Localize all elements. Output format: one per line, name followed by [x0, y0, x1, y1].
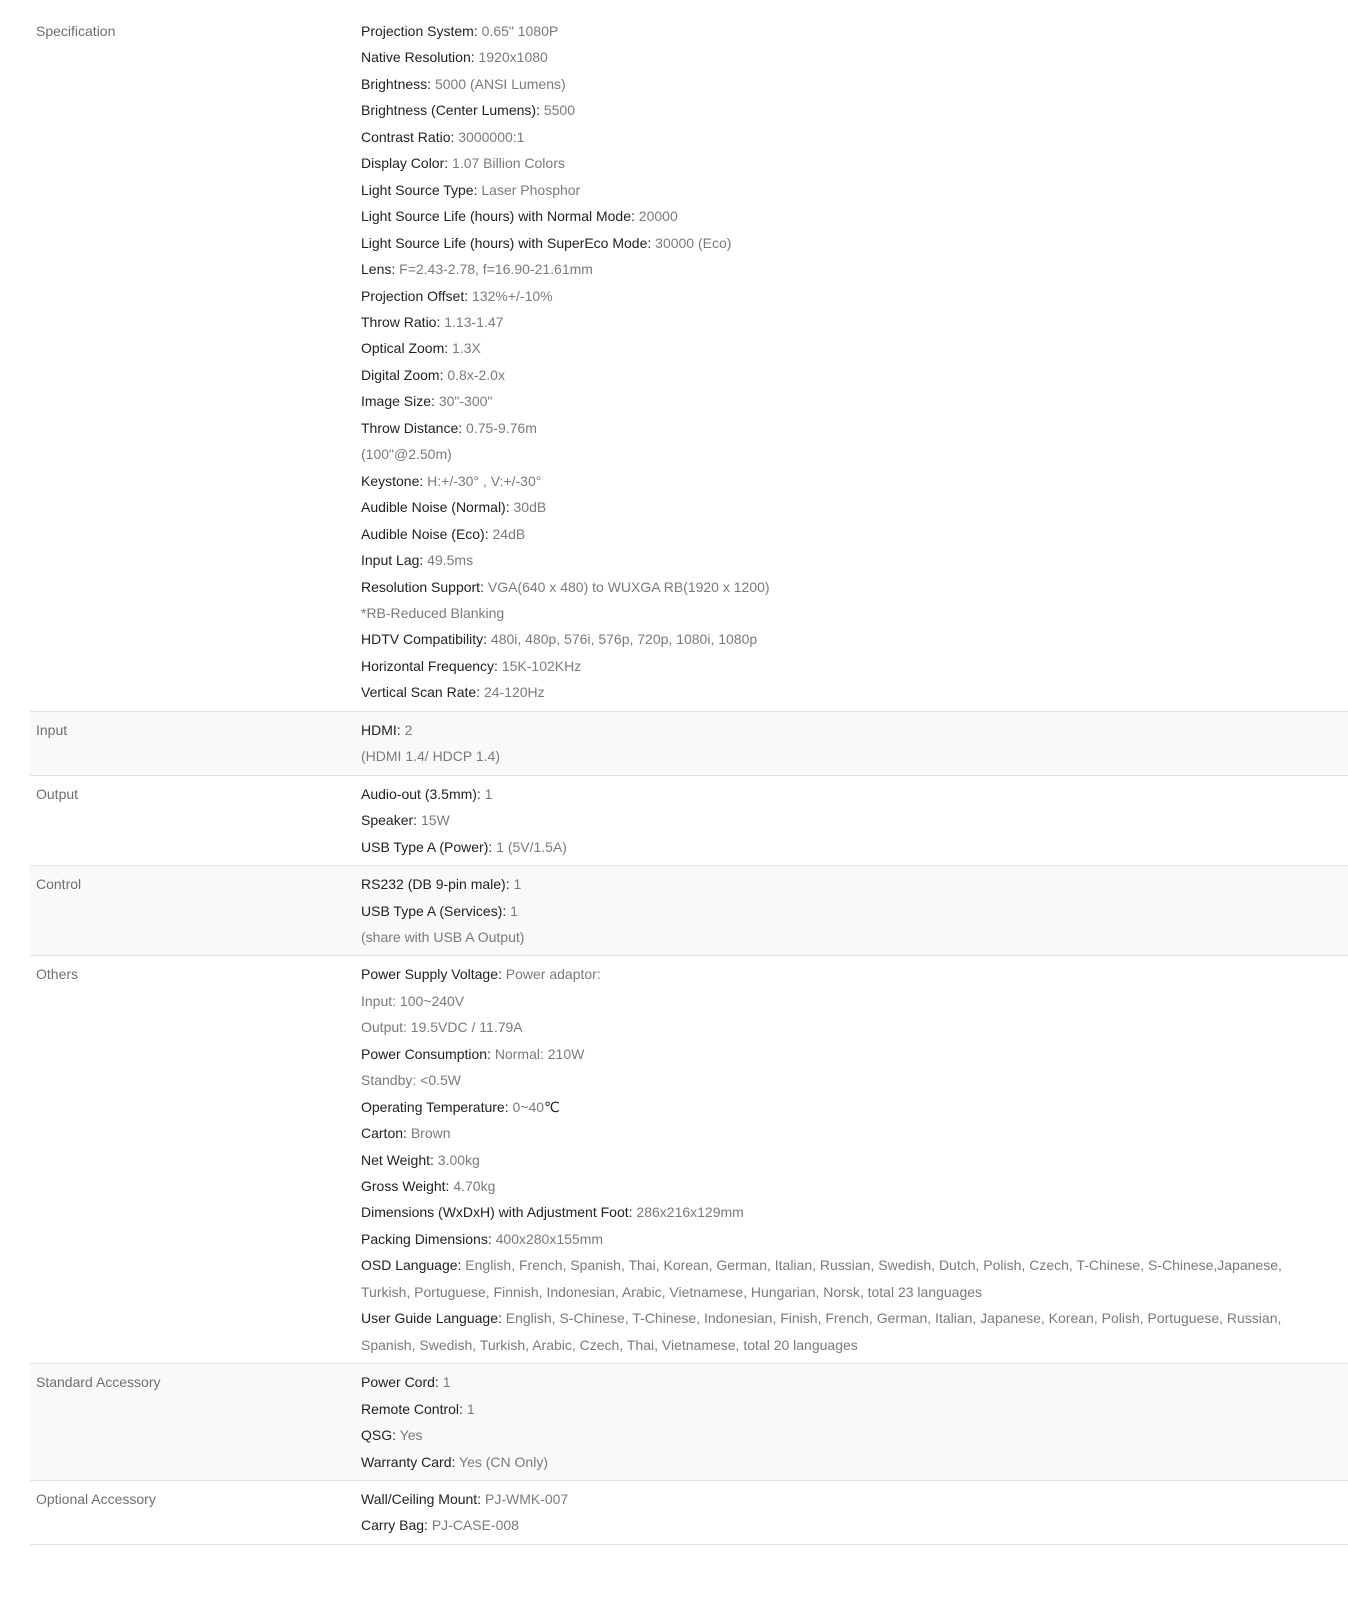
spec-key: Power Supply Voltage:: [361, 966, 502, 983]
spec-key: Image Size:: [361, 393, 435, 410]
spec-note: Input: 100~240V: [361, 992, 465, 1009]
spec-section-others: [30, 956, 1348, 1364]
spec-table: [30, 18, 1348, 1545]
spec-key: Lens:: [361, 261, 396, 278]
spec-value: F=2.43-2.78, f=16.90-21.61mm: [399, 261, 593, 278]
spec-value: 1.3X: [452, 340, 481, 357]
spec-line: [361, 924, 1328, 950]
spec-key: USB Type A (Services):: [361, 902, 507, 919]
section-label: Output: [36, 785, 79, 802]
spec-line: [361, 283, 1328, 309]
spec-value: 286x216x129mm: [636, 1204, 744, 1221]
spec-key: Carton:: [361, 1125, 407, 1142]
spec-key: Light Source Life (hours) with SuperEco Mode:: [361, 234, 652, 251]
spec-value: Laser Phosphor: [481, 181, 581, 198]
spec-key: Light Source Life (hours) with Normal Mode:: [361, 208, 635, 225]
spec-line: [361, 521, 1328, 547]
spec-value: 24dB: [492, 525, 526, 542]
spec-value: Power adaptor:: [505, 966, 601, 983]
spec-key: Keystone:: [361, 472, 424, 489]
spec-line: [361, 717, 1328, 743]
spec-line: [361, 150, 1328, 176]
spec-line: [361, 807, 1328, 833]
spec-value: 20000: [638, 208, 678, 225]
spec-note: (100"@2.50m): [361, 446, 452, 463]
section-body: [361, 717, 1348, 770]
spec-line: [361, 1226, 1328, 1252]
spec-line: [361, 18, 1328, 44]
spec-key: USB Type A (Power):: [361, 838, 493, 855]
spec-value: English, S-Chinese, T-Chinese, Indonesian, Finish, French, German, Italian, Japanese, Korean, Polish, Portuguese, Russian, Spanish, Swedish, Turkish, Arabic, Czech, Thai, Vietnamese, total 20 languages: [361, 1310, 1282, 1353]
spec-line: [361, 256, 1328, 282]
spec-section-specification: [30, 18, 1348, 712]
spec-key: HDTV Compatibility:: [361, 631, 488, 648]
spec-value: 1920x1080: [478, 49, 548, 66]
spec-key: HDMI:: [361, 721, 401, 738]
spec-line: [361, 653, 1328, 679]
spec-line: [361, 626, 1328, 652]
spec-value: PJ-CASE-008: [431, 1517, 519, 1534]
spec-value: 3.00kg: [437, 1151, 480, 1168]
spec-value: 480i, 480p, 576i, 576p, 720p, 1080i, 1080p: [490, 631, 758, 648]
spec-value: 1: [484, 785, 493, 802]
spec-line: [361, 1041, 1328, 1067]
spec-line: [361, 177, 1328, 203]
spec-value: 30000 (Eco): [655, 234, 732, 251]
section-label: Control: [36, 876, 82, 893]
spec-line: [361, 203, 1328, 229]
spec-value: 1.07 Billion Colors: [452, 155, 565, 172]
spec-line: [361, 574, 1328, 600]
spec-key: Brightness (Center Lumens):: [361, 102, 540, 119]
spec-key: Horizontal Frequency:: [361, 657, 498, 674]
spec-value: 1: [442, 1374, 451, 1391]
section-body: [361, 18, 1348, 706]
spec-value: 400x280x155mm: [495, 1230, 604, 1247]
spec-value: Yes (CN Only): [459, 1453, 548, 1470]
spec-line: [361, 335, 1328, 361]
spec-key: QSG:: [361, 1427, 397, 1444]
spec-line: [361, 494, 1328, 520]
spec-key: Audio-out (3.5mm):: [361, 785, 481, 802]
spec-value: 4.70kg: [453, 1178, 496, 1195]
spec-line: [361, 1486, 1328, 1512]
spec-value: English, French, Spanish, Thai, Korean, German, Italian, Russian, Swedish, Dutch, Polish, Czech, T-Chinese, S-Chinese,Japanese, Turkish, Portuguese, Finnish, Indonesian, Arabic, Vietnamese, Hungarian, Norsk, total 23 languages: [361, 1257, 1282, 1300]
spec-line: [361, 679, 1328, 705]
spec-key: Remote Control:: [361, 1400, 463, 1417]
spec-line: [361, 415, 1328, 441]
spec-line: [361, 1014, 1328, 1040]
spec-line: [361, 362, 1328, 388]
spec-line: [361, 961, 1328, 987]
spec-value: 5500: [543, 102, 576, 119]
spec-value: 1: [513, 876, 522, 893]
spec-key: Power Cord:: [361, 1374, 439, 1391]
spec-key: Contrast Ratio:: [361, 128, 455, 145]
section-label: Input: [36, 721, 68, 738]
spec-line: [361, 1094, 1328, 1120]
spec-line: [361, 600, 1328, 626]
spec-line: [361, 388, 1328, 414]
spec-line: [361, 1199, 1328, 1225]
spec-value: Normal: 210W: [494, 1045, 585, 1062]
spec-line: [361, 1369, 1328, 1395]
spec-key: Audible Noise (Eco):: [361, 525, 489, 542]
spec-note: Standby: <0.5W: [361, 1072, 462, 1089]
spec-value: 30dB: [513, 499, 547, 516]
spec-line: [361, 834, 1328, 860]
spec-key: Light Source Type:: [361, 181, 478, 198]
spec-value: 24-120Hz: [483, 684, 545, 701]
spec-value: 5000 (ANSI Lumens): [434, 75, 566, 92]
spec-value: 0.75-9.76m: [466, 419, 537, 436]
spec-line: [361, 898, 1328, 924]
section-label: Others: [36, 966, 79, 983]
spec-value: 0.65" 1080P: [481, 23, 559, 39]
spec-value: 15W: [420, 812, 450, 829]
spec-value: 49.5ms: [427, 552, 474, 569]
spec-note: *RB-Reduced Blanking: [361, 604, 505, 621]
section-label: Specification: [36, 23, 116, 39]
spec-key: Operating Temperature:: [361, 1098, 509, 1115]
spec-key: Native Resolution:: [361, 49, 475, 66]
spec-key: Audible Noise (Normal):: [361, 499, 510, 516]
spec-note: (share with USB A Output): [361, 928, 525, 945]
spec-note: (HDMI 1.4/ HDCP 1.4): [361, 748, 500, 765]
spec-value: Brown: [410, 1125, 451, 1142]
spec-line: [361, 230, 1328, 256]
spec-value: 1 (5V/1.5A): [496, 838, 567, 855]
spec-key: Projection System:: [361, 23, 478, 39]
section-body: [361, 1369, 1348, 1475]
spec-line: [361, 781, 1328, 807]
spec-key: RS232 (DB 9-pin male):: [361, 876, 510, 893]
spec-key: Gross Weight:: [361, 1178, 450, 1195]
spec-key: Projection Offset:: [361, 287, 469, 304]
spec-line: [361, 1067, 1328, 1093]
spec-line: [361, 743, 1328, 769]
spec-value: 1: [510, 902, 518, 919]
spec-unit: ℃: [544, 1098, 560, 1115]
spec-key: Resolution Support:: [361, 578, 484, 595]
spec-key: Input Lag:: [361, 552, 424, 569]
section-body: [361, 871, 1348, 950]
spec-line: [361, 1173, 1328, 1199]
spec-line: [361, 1252, 1328, 1305]
spec-key: OSD Language:: [361, 1257, 462, 1274]
spec-section-control: [30, 866, 1348, 956]
spec-key: Brightness:: [361, 75, 432, 92]
spec-key: Throw Distance:: [361, 419, 463, 436]
spec-key: Wall/Ceiling Mount:: [361, 1491, 482, 1508]
spec-value: 0.8x-2.0x: [447, 366, 505, 383]
spec-line: [361, 1147, 1328, 1173]
spec-line: [361, 988, 1328, 1014]
spec-note: Output: 19.5VDC / 11.79A: [361, 1019, 523, 1036]
spec-value: VGA(640 x 480) to WUXGA RB(1920 x 1200): [487, 578, 770, 595]
spec-line: [361, 1422, 1328, 1448]
spec-line: [361, 441, 1328, 467]
spec-value: 3000000:1: [458, 128, 525, 145]
spec-line: [361, 44, 1328, 70]
spec-value: 1: [466, 1400, 475, 1417]
spec-key: Throw Ratio:: [361, 313, 441, 330]
section-label: Optional Accessory: [36, 1491, 156, 1508]
spec-value: 1.13-1.47: [444, 313, 504, 330]
spec-key: Speaker:: [361, 812, 418, 829]
spec-key: Power Consumption:: [361, 1045, 491, 1062]
section-body: [361, 781, 1348, 860]
spec-line: [361, 1120, 1328, 1146]
spec-line: [361, 124, 1328, 150]
spec-key: Dimensions (WxDxH) with Adjustment Foot:: [361, 1204, 633, 1221]
spec-line: [361, 547, 1328, 573]
spec-section-optional-accessory: [30, 1481, 1348, 1545]
spec-value: 132%+/-10%: [472, 287, 553, 304]
spec-section-output: [30, 776, 1348, 866]
spec-key: Packing Dimensions:: [361, 1230, 492, 1247]
spec-key: Vertical Scan Rate:: [361, 684, 481, 701]
spec-value: 15K-102KHz: [501, 657, 582, 674]
spec-key: User Guide Language:: [361, 1310, 502, 1327]
spec-value: H:+/-30° , V:+/-30°: [427, 472, 542, 489]
spec-line: [361, 871, 1328, 897]
spec-key: Optical Zoom:: [361, 340, 449, 357]
spec-line: [361, 1305, 1328, 1358]
spec-value: 2: [404, 721, 413, 738]
spec-key: Digital Zoom:: [361, 366, 444, 383]
spec-line: [361, 97, 1328, 123]
spec-line: [361, 1512, 1328, 1538]
spec-line: [361, 71, 1328, 97]
spec-line: [361, 309, 1328, 335]
section-label: Standard Accessory: [36, 1374, 161, 1391]
spec-value: 0~40: [512, 1098, 545, 1115]
spec-line: [361, 468, 1328, 494]
spec-line: [361, 1449, 1328, 1475]
spec-value: Yes: [399, 1427, 423, 1444]
spec-section-standard-accessory: [30, 1364, 1348, 1481]
section-body: [361, 961, 1348, 1358]
section-body: [361, 1486, 1348, 1539]
spec-value: 30"-300": [438, 393, 493, 410]
spec-key: Display Color:: [361, 155, 449, 172]
spec-section-input: [30, 712, 1348, 776]
spec-line: [361, 1396, 1328, 1422]
spec-key: Warranty Card:: [361, 1453, 456, 1470]
spec-key: Net Weight:: [361, 1151, 434, 1168]
spec-key: Carry Bag:: [361, 1517, 428, 1534]
spec-value: PJ-WMK-007: [484, 1491, 569, 1508]
